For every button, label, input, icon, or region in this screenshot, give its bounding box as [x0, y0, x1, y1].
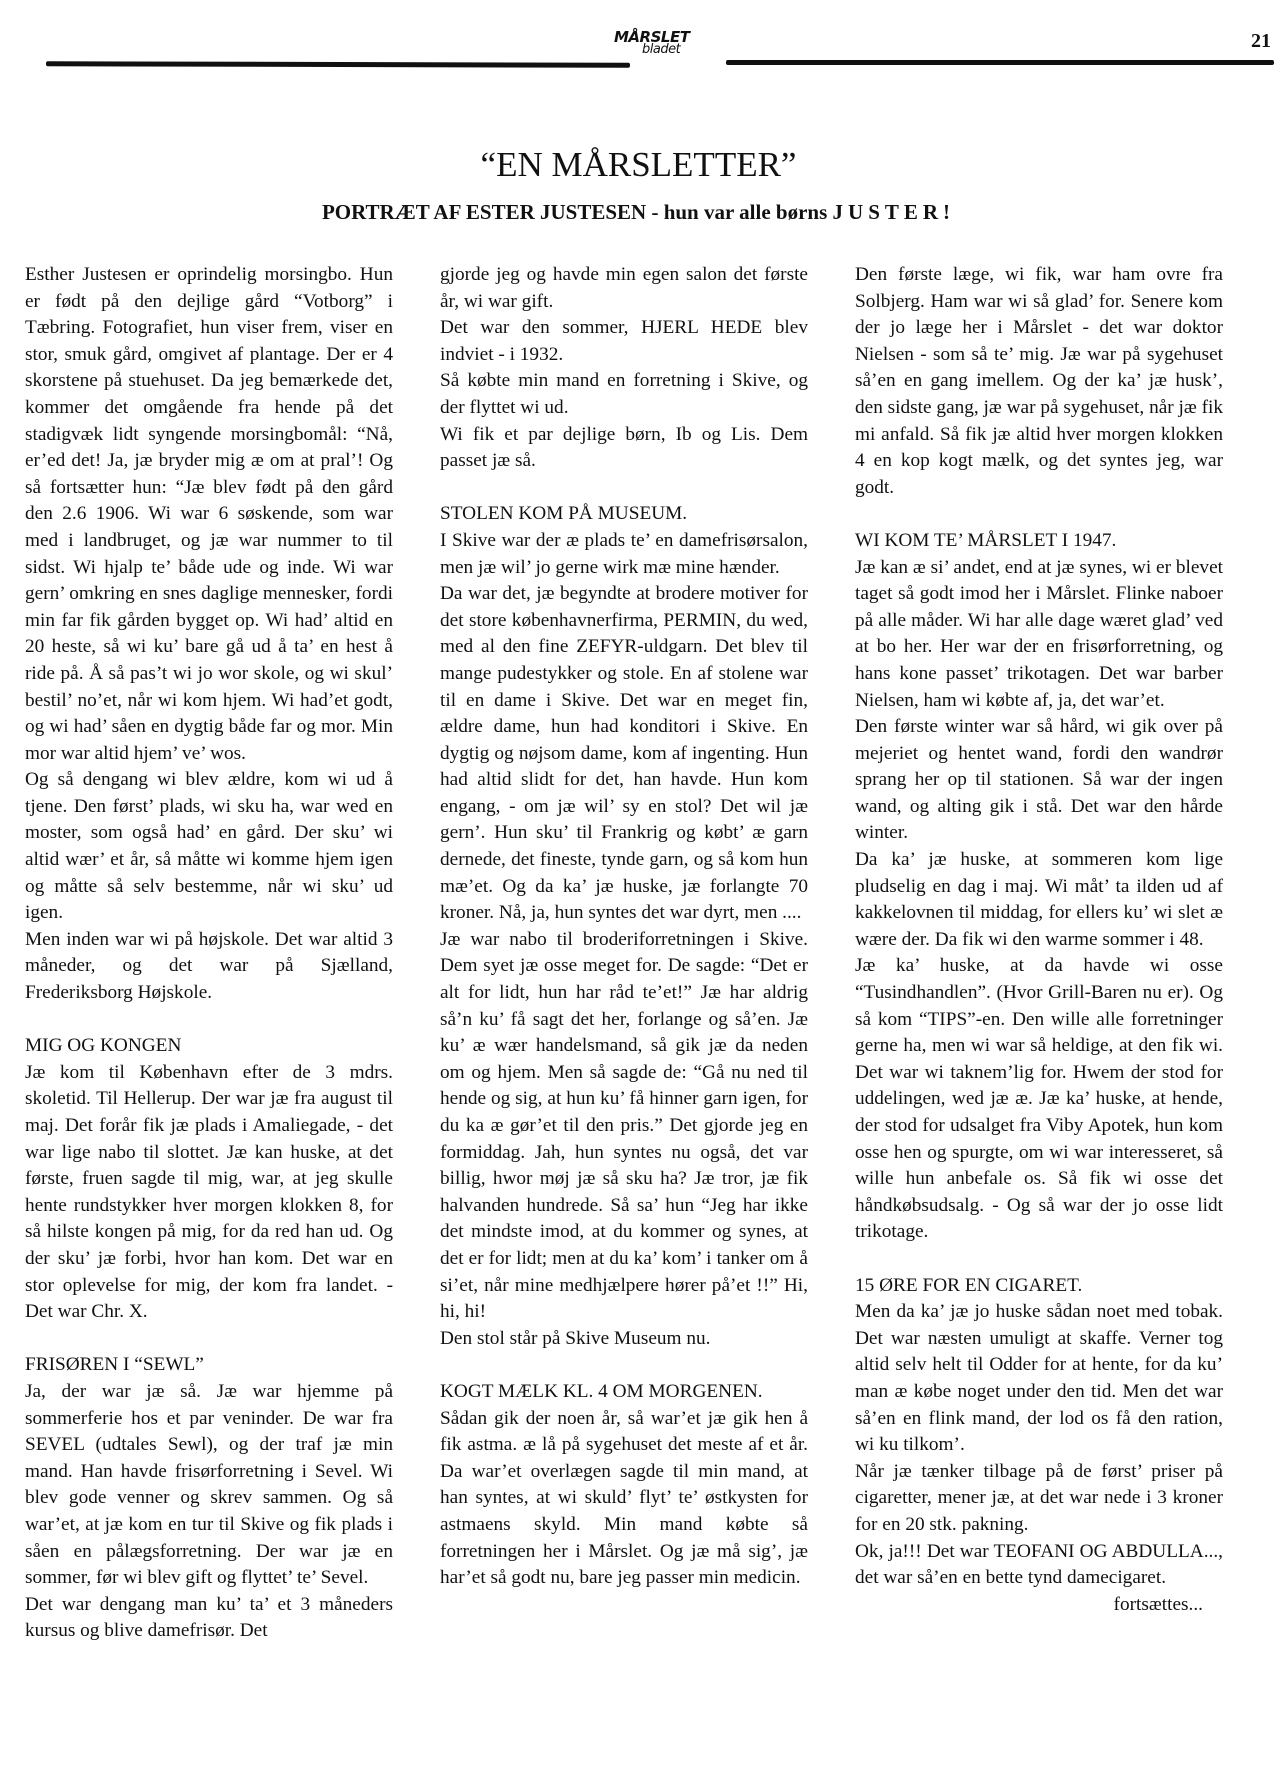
paragraph: Den første winter war så hård, wi gik over på mejeriet og hentet wand, fordi den wandrør sprang her op til stationen. Så war der ingen wand, og alting gik i stå. Det war den hårde winter. — [855, 716, 1223, 844]
text-column-2 — [440, 262, 808, 1592]
section-heading: WI KOM TE’ MÅRSLET I 1947. — [855, 529, 1117, 551]
paragraph: Så købte min mand en forretning i Skive, og der flyttet wi ud. — [440, 370, 808, 418]
section-spacer — [25, 1326, 393, 1353]
subtitle-main: PORTRÆT AF ESTER JUSTESEN - hun var alle børns — [321, 200, 833, 224]
paragraph: Ok, ja!!! Det war TEOFANI OG ABDULLA..., det war så’en en bette tynd damecigaret. — [855, 1540, 1223, 1589]
paragraph: Men da ka’ jæ jo huske sådan noet med tobak. Det war næsten umuligt at skaffe. Verner tog altid selv helt til Odder for at hente, for da ku’ man æ købe noget under den tid. Men det war så’en en flink mand, der lod os få den ration, wi ku tilkom’. — [855, 1301, 1223, 1456]
paragraph: Wi fik et par dejlige børn, Ib og Lis. Dem passet jæ så. — [440, 423, 808, 472]
logo-line-2: bladet — [642, 42, 681, 57]
paragraph: Da war det, jæ begyndte at brodere motiver for det store københavnerfirma, PERMIN, du wed, med al den fine ZEFYR-uldgarn. Det blev til mange pudestykker og stole. En af stolene war til en dame i Skive. Det war en meget fin, ældre dame, hun had konditori i Skive. En dygtig og nøjsom dame, kom af ingenting. Hun had altid slidt for det, han havde. Hun kom engang, - om jæ wil’ sy en stol? Det wil jæ gern’. Hun sku’ til Frankrig og købt’ æ garn dernede, det fineste, tynde garn, og så kom hun mæ’et. Og da ka’ jæ huske, jæ forlangte 70 kroner. Nå, ja, hun syntes det war dyrt, men .... — [440, 583, 808, 924]
paragraph: Ja, der war jæ så. Jæ war hjemme på sommerferie hos et par veninder. De war fra SEVEL (udtales Sewl), og der traf jæ min mand. Han havde frisørforretning i Sevel. Wi blev gode venner og skrev sammen. Og så war’et, at jæ kom en tur til Skive og fik plads i såen en pålægsforretning. Der war jæ en sommer, før wi blev gift og flyttet’ te’ Sevel. — [25, 1380, 393, 1589]
section-heading: STOLEN KOM PÅ MUSEUM. — [440, 503, 688, 525]
paragraph: Men inden war wi på højskole. Det war altid 3 måneder, og det war på Sjælland, Frederiksborg Højskole. — [25, 928, 393, 1004]
paragraph: Jæ kom til København efter de 3 mdrs. skoletid. Til Hellerup. Der war jæ fra august til maj. Det forår fik jæ plads i Amaliegade, - det war lige nabo til slottet. Jæ kan huske, at det første, fruen sagde til mig, war, at jeg skulle hente rundstykker hver morgen klokken 8, for så hilste kongen på mig, for da red han ud. Og der sku’ jæ forbi, hvor han kom. Det war en stor oplevelse for mig, der kom fra landet. - Det war Chr. X. — [25, 1061, 393, 1323]
paragraph: Jæ kan æ si’ andet, end at jæ synes, wi er blevet taget så godt imod her i Mårslet. Flinke naboer på alle måder. Wi har alle dage wæret glad’ ved at bo her. Her war der en frisørforretning, og hans kone passet’ trikotagen. Det war barber Nielsen, ham wi købte af, ja, det war’et. — [855, 556, 1223, 711]
text-column-3 — [855, 262, 1223, 1618]
subtitle-spaced: JUSTER! — [832, 200, 956, 224]
logo-line-1: MÅRSLET — [614, 28, 690, 46]
paragraph: Når jæ tænker tilbage på de først’ priser på cigaretter, mener jæ, at det war nede i 3 kroner for en 20 stk. pakning. — [855, 1460, 1223, 1535]
page-number: 21 — [1251, 30, 1271, 52]
paragraph: Jæ ka’ huske, at da havde wi osse “Tusindhandlen”. (Hvor Grill-Baren nu er). Og så kom “TIPS”-en. Den wille alle forretninger gerne ha, men wi war så heldige, at den fik wi. Det war wi taknem’lig for. Hwem der stod for uddelingen, wed jæ æ. Jæ ka’ huske, at hende, der stod for udsalget fra Viby Apotek, hun kom osse hen og spurgte, om wi war interesseret, så wille hun anbefale os. Så fik wi osse det håndkøbsudsalg. - Og så war der jo osse lidt trikotage. — [855, 955, 1223, 1243]
section-spacer — [25, 1007, 393, 1034]
text-column-1 — [25, 262, 393, 1645]
paragraph: Da ka’ jæ huske, at sommeren kom lige pludselig en dag i maj. Wi måt’ ta ilden ud af kakkelovnen til middag, for ellers ku’ wi slet æ wære der. Da fik wi den warme sommer i 48. — [855, 849, 1223, 950]
paragraph: Den første læge, wi fik, war ham ovre fra Solbjerg. Ham war wi så glad’ for. Senere kom der jo læge her i Mårslet - det war doktor Nielsen - som så te’ mig. Jæ war på sygehuset så’en en gang imellem. Og der ka’ jæ husk’, den sidste gang, jæ war på sygehuset, når jæ fik mi anfald. Så fik jæ altid hver morgen klokken 4 en kop kogt mælk, og det syntes jeg, war godt. — [855, 264, 1223, 498]
paragraph: Esther Justesen er oprindelig morsingbo. Hun er født på den dejlige gård “Votborg” i Tæbring. Fotografiet, hun viser frem, viser en stor, smuk gård, omgivet af plantage. Der er 4 skorstene på stuehuset. Da jeg bemærkede det, kommer det omgående fra hende på det stadigvæk lidt syngende morsingbomål: “Nå, er’ed det! Ja, jæ bryder mig æ om at pral’! Og så fortsætter hun: “Jæ blev født på den gård den 2.6 1906. Wi war 6 søskende, som war med i landbruget, og jæ war nummer to til sidst. Wi hjalp te’ både ude og inde. Wi war gern’ omkring en snes daglige mennesker, fordi min far fik gården bygget op. Wi had’ altid en 20 heste, så wi ku’ bare gå ud å ta’ en hest å ride på. Å så pas’t wi jo wor skole, og wi skul’ bestil’ no’et, når wi kom hjem. Wi had’et godt, og wi had’ såen en dygtig både far og mor. Min mor war altid hjem’ ve’ wos. — [25, 264, 393, 764]
section-heading: MIG OG KONGEN — [25, 1035, 182, 1057]
paragraph: Sådan gik der noen år, så war’et jæ gik hen å fik astma. æ lå på sygehuset det meste af et år. Da war’et overlægen sagde til min mand, at han syntes, at wi skuld’ flyt’ te’ østkysten for astmaens skyld. Min mand købte så forretningen her i Mårslet. Og jæ må sig’, jæ har’et så godt nu, bare jeg passer min medicin. — [440, 1407, 808, 1589]
section-spacer — [855, 1246, 1223, 1273]
header-rule-right — [726, 60, 1274, 65]
paragraph: Det war dengang man ku’ ta’ et 3 måneders kursus og blive damefrisør. Det — [25, 1593, 393, 1642]
section-heading: 15 ØRE FOR EN CIGARET. — [855, 1274, 1083, 1296]
paragraph: gjorde jeg og havde min egen salon det første år, wi war gift. — [440, 264, 808, 312]
section-spacer — [440, 475, 808, 502]
section-heading: FRISØREN I “SEWL” — [25, 1354, 204, 1376]
marslet-bladet-logo — [612, 28, 712, 70]
paragraph: Og så dengang wi blev ældre, kom wi ud å tjene. Den først’ plads, wi sku ha, war wed en moster, som også had’ en gård. Der sku’ wi altid wær’ et år, så måtte wi komme hjem igen og måtte så selv bestemme, når wi sku’ ud igen. — [25, 769, 393, 924]
paragraph: Den stol står på Skive Museum nu. — [440, 1327, 711, 1349]
paragraph: Det war den sommer, HJERL HEDE blev indviet - i 1932. — [440, 317, 808, 365]
article-subtitle — [0, 200, 1277, 225]
paragraph: Jæ war nabo til broderiforretningen i Skive. Dem syet jæ osse meget for. De sagde: “Det er alt for lidt, hun har råd te’et!” Jæ har aldrig så’n ku’ få sagt det her, forlange og så’en. Jæ ku’ æ wær handelsmand, så gik jæ da neden om og hjem. Men så sagde de: “Gå nu ned til hende og sig, at hun ku’ få hinner garn igen, for du ka æ gør’et til den pris.” Det gjorde jeg en formiddag. Jah, hun syntes nu også, det var billig, hwor møj jæ så sku ha? Jæ tror, jæ fik halvanden hundrede. Så sa’ hun “Jeg har ikke det mindste imod, at du kommer og synes, at det er for lidt; men at du ka’ kom’ i tanker om å si’et, når mine medhjælpere hører på’et !!” Hi, hi, hi! — [440, 928, 808, 1323]
section-spacer — [855, 501, 1223, 528]
page-header — [0, 0, 1277, 80]
article-title: “EN MÅRSLETTER” — [480, 145, 797, 184]
header-rule-left — [46, 61, 630, 68]
continued-note: fortsættes... — [1113, 1593, 1203, 1615]
section-heading: KOGT MÆLK KL. 4 OM MORGENEN. — [440, 1380, 763, 1402]
section-spacer — [440, 1352, 808, 1379]
paragraph: I Skive war der æ plads te’ en damefrisørsalon, men jæ wil’ jo gerne wirk mæ mine hænder. — [440, 529, 808, 578]
